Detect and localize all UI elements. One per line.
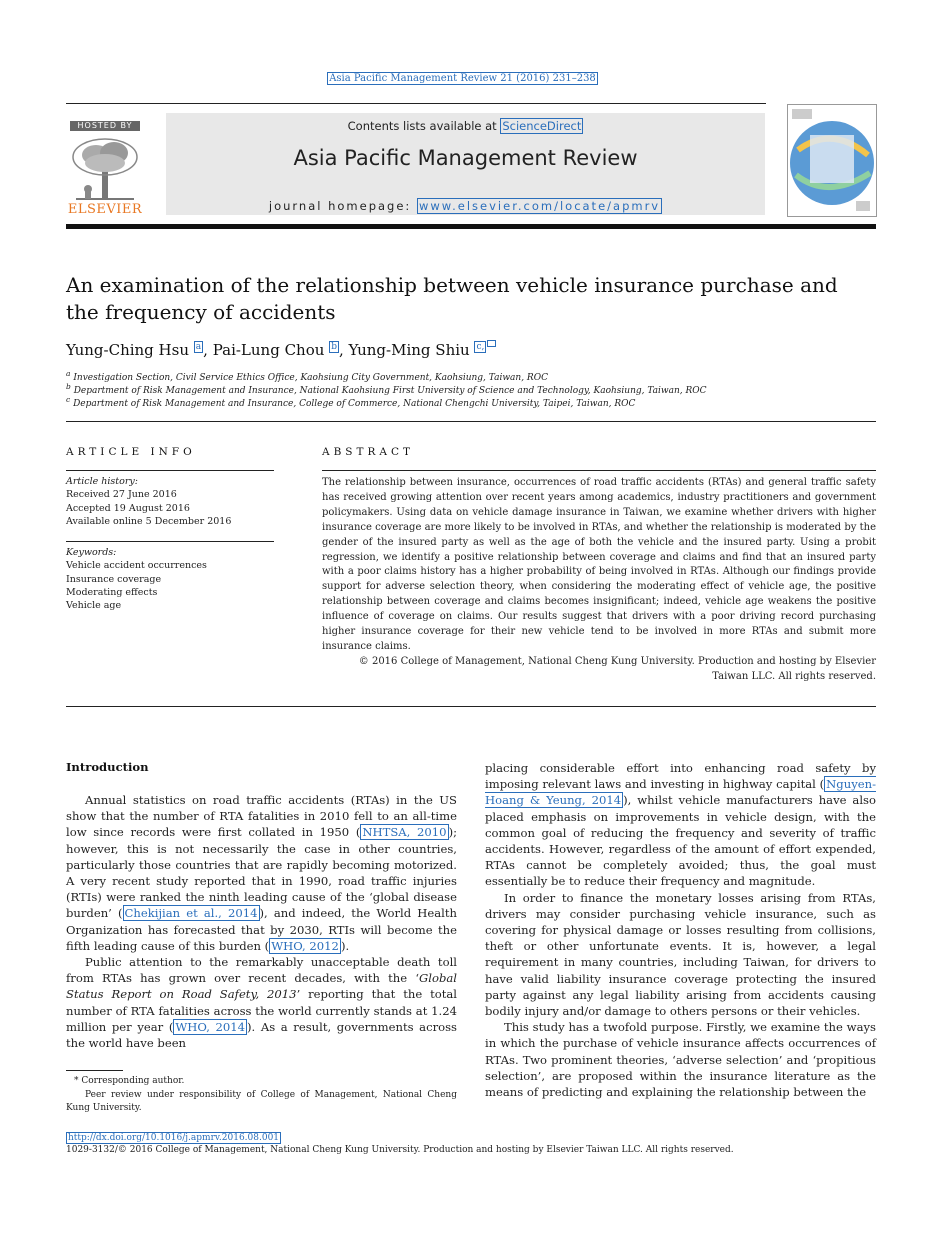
paragraph: In order to finance the monetary losses arising from RTAs, drivers may consider purchasing vehicle insurance, such as covering for physical damage or losses resulting from collisions, theft or other unfortunate events. It is, however, a legal requirement in many countries, including Taiwan, for drivers to have valid liability insurance coverage protecting the insured party against any legal liability arising from accidents causing bodily injury and/or damage to others persons or their vehicles. xyxy=(485,890,876,1019)
paragraph: This study has a twofold purpose. Firstly, we examine the ways in which the purchase of vehicle insurance affects occurrences of RTAs. Two prominent theories, ‘adverse selection’ and ‘propitious selection’, are proposed within the insurance literature as the means of predicting and explaining the relationship between the xyxy=(485,1020,876,1100)
journal-cover-image xyxy=(787,104,877,217)
history-item: Available online 5 December 2016 xyxy=(66,515,232,527)
citation-link[interactable]: Nguyen-Hoang & Yeung, 2014 xyxy=(485,777,876,808)
affiliation: $^b$ Department of Risk Management and Insurance, National Kaohsiung First University of Science and Technology, Kaohsiung, Taiwan, ROC xyxy=(66,382,707,396)
introduction-heading: Introduction xyxy=(66,760,149,774)
doi-line xyxy=(66,1133,281,1143)
section-rule xyxy=(66,706,876,707)
affiliation: $^c$ Department of Risk Management and Insurance, College of Commerce, National Chengchi University, Taipei, Taiwan, ROC xyxy=(66,395,636,409)
history-label: Article history: xyxy=(66,476,138,487)
contents-line xyxy=(166,119,765,133)
author-name: Yung-Ching Hsu xyxy=(66,341,189,359)
article-info-heading: ARTICLE INFO xyxy=(66,446,196,458)
keywords xyxy=(66,546,207,612)
keywords-label: Keywords: xyxy=(66,547,117,558)
author-name: Pai-Lung Chou xyxy=(212,341,325,359)
affiliation-mark-link[interactable]: c, xyxy=(476,342,485,352)
abstract-heading: ABSTRACT xyxy=(322,446,415,458)
info-rule xyxy=(66,470,274,471)
affiliation: $^a$ Investigation Section, Civil Service Ethics Office, Kaohsiung City Government, Kaohsiung, Taiwan, ROC xyxy=(66,369,548,383)
paragraph: Public attention to the remarkably unacceptable death toll from RTAs has grown over recent decades, with the ‘Global Status Report on Road Safety, 2013’ reporting that the total number of RTA fatalities across the world currently stands at 1.24 million per year ( WHO, 2014 ). As a result, governments across the world have been xyxy=(66,955,457,1051)
journal-banner xyxy=(166,113,765,215)
abstract-copyright: © 2016 College of Management, National Cheng Kung University. Production and hosting by Elsevier Taiwan LLC. All rights reserved. xyxy=(358,656,876,682)
elsevier-wordmark: ELSEVIER xyxy=(67,202,143,217)
homepage-line xyxy=(166,199,765,213)
journal-reference xyxy=(0,73,925,84)
article-title: An examination of the relationship between vehicle insurance purchase and the frequency of accidents xyxy=(66,273,838,324)
affiliation-mark-link[interactable]: b xyxy=(331,342,337,352)
paragraph: Annual statistics on road traffic accidents (RTAs) in the US show that the number of RTA fatalities in 2010 fell to an all-time low since records were first collated in 1950 ( NHTSA, 2010 ); however, this is not necessarily the case in other countries, particularly those countries that are rapidly becoming motorized. A very recent study reported that in 1990, road traffic injuries (RTIs) were ranked the ninth leading cause of the ‘global disease burden’ ( Chekijian et al., 2014 ), and indeed, the World Health Organization has forecasted that by 2030, RTIs will become the fifth leading cause of this burden ( WHO, 2012 ). xyxy=(66,793,457,953)
citation-link[interactable]: WHO, 2014 xyxy=(175,1019,246,1034)
keyword: Moderating effects xyxy=(66,586,158,598)
body-column-right xyxy=(485,760,876,1100)
peer-review-note: Peer review under responsibility of College of Management, National Cheng Kung University. xyxy=(66,1090,457,1114)
journal-title: Asia Pacific Management Review xyxy=(293,146,638,170)
footnote-rule xyxy=(66,1070,123,1071)
citation-link[interactable]: WHO, 2012 xyxy=(271,938,339,953)
keyword: Vehicle age xyxy=(66,600,122,612)
keyword: Vehicle accident occurrences xyxy=(66,560,207,572)
history-item: Received 27 June 2016 xyxy=(66,489,177,501)
keyword: Insurance coverage xyxy=(66,573,162,585)
header-thick-rule xyxy=(66,224,876,229)
section-rule xyxy=(66,421,876,422)
history-item: Accepted 19 August 2016 xyxy=(66,502,190,514)
citation-link[interactable]: Chekijian et al., 2014 xyxy=(124,906,258,921)
info-rule xyxy=(66,541,274,542)
email-icon[interactable] xyxy=(487,340,496,347)
abstract-text: The relationship between insurance, occurrences of road traffic accidents (RTAs) and general traffic safety has received growing attention over recent years among academics, industry practitioners and government policymakers. Using data on vehicle damage insurance in Taiwan, we examine whether drivers with higher insurance coverage are more likely to be involved in RTAs, and whether the relationship is moderated by the gender of the insured party as well as the age of both the vehicle and the insured party. Using a probit regression, we identify a positive relationship between coverage and claims and find that an insured party with a poor claims history has a higher probability of being involved in RTAs. Although our findings provide support for adverse selection theory, when considering the moderating effect of vehicle age, the positive relationship between coverage and claims becomes insignificant; indeed, vehicle age weakens the positive influence of coverage on claims. Our results suggest that drivers with a poor driving record purchasing higher insurance coverage for their new vehicle tend to be involved in more RTAs and submit more insurance claims. xyxy=(322,477,876,652)
journal-reference-link[interactable]: Asia Pacific Management Review 21 (2016) 231–238 xyxy=(329,73,596,84)
abstract-rule xyxy=(322,470,876,471)
issn-copyright: 1029-3132/© 2016 College of Management, National Cheng Kung University. Production and hosting by Elsevier Taiwan LLC. All rights reserved. xyxy=(66,1145,734,1155)
doi-link[interactable]: http://dx.doi.org/10.1016/j.apmrv.2016.08.001 xyxy=(68,1133,280,1143)
corresponding-author-note: * Corresponding author. xyxy=(74,1076,185,1086)
homepage-link[interactable]: www.elsevier.com/locate/apmrv xyxy=(418,199,661,213)
homepage-prefix: journal homepage: xyxy=(268,199,417,213)
citation-link[interactable]: NHTSA, 2010 xyxy=(362,825,447,840)
contents-prefix: Contents lists available at xyxy=(347,119,501,133)
article-history xyxy=(66,475,231,528)
author-name: Yung-Ming Shiu xyxy=(348,341,470,359)
top-rule xyxy=(66,103,766,104)
hosted-by-label: HOSTED BY xyxy=(70,121,140,131)
affiliation-mark-link[interactable]: a xyxy=(195,342,202,352)
body-column-left xyxy=(66,792,457,1051)
sciencedirect-link[interactable]: ScienceDirect xyxy=(502,119,582,133)
author-list: Yung-Ching Hsu $^a$ , Pai-Lung Chou $^b$ , Yung-Ming Shiu $^{c,}$ xyxy=(66,340,496,359)
paragraph: placing considerable effort into enhancing road safety by imposing relevant laws and investing in highway capital ( Nguyen-Hoang & Yeung, 2014 ), whilst vehicle manufacturers have also placed emphasis on improvements in vehicle design, with the common goal of reducing the frequency and severity of traffic accidents. However, regardless of the amount of effort expended, RTAs cannot be completely avoided; thus, the goal must essentially be to reduce their frequency and magnitude. xyxy=(485,761,876,889)
